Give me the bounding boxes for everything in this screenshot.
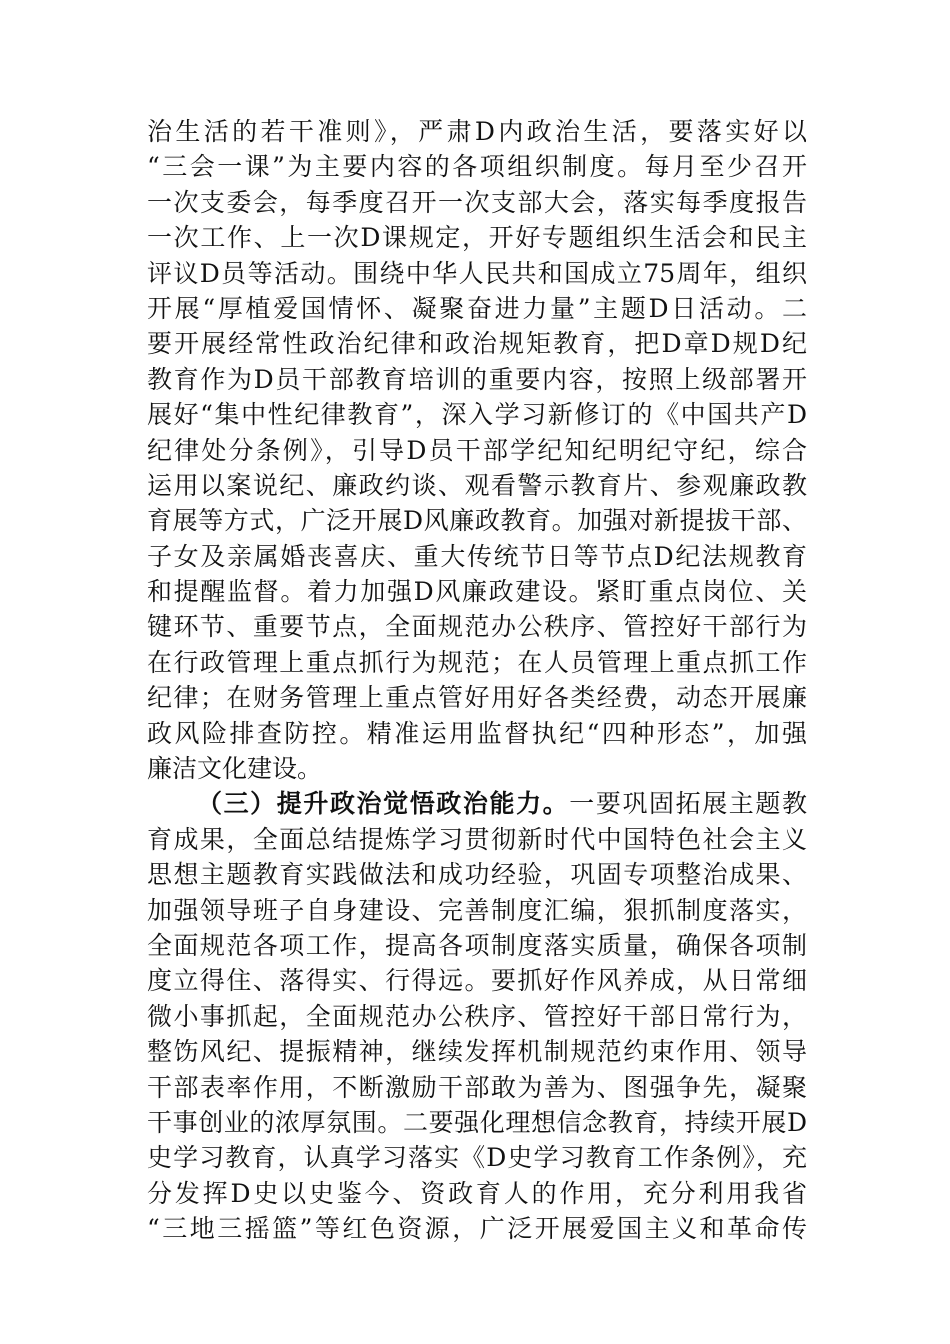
section-3-line: 干事创业的浓厚氛围。二要强化理想信念教育，持续开展D (147, 1107, 807, 1137)
body-line: 要开展经常性政治纪律和政治规矩教育，把D章D规D纪 (147, 329, 807, 359)
body-line: 和提醒监督。着力加强D风廉政建设。紧盯重点岗位、关 (147, 577, 807, 607)
section-3-line: 思想主题教育实践做法和成功经验，巩固专项整治成果、 (147, 860, 807, 890)
section-3-first-line (147, 786, 807, 821)
body-line: 纪律处分条例》，引导D员干部学纪知纪明纪守纪，综合 (147, 435, 807, 465)
section-3-line: 史学习教育，认真学习落实《D史学习教育工作条例》，充 (147, 1143, 807, 1173)
body-line: 一次支委会，每季度召开一次支部大会，落实每季度报告 (147, 187, 807, 217)
section-3-line: 育成果，全面总结提炼学习贯彻新时代中国特色社会主义 (147, 824, 807, 854)
body-line: 治生活的若干准则》，严肃D内政治生活，要落实好以 (147, 117, 807, 146)
section-3-line: 度立得住、落得实、行得远。要抓好作风养成，从日常细 (147, 966, 807, 996)
section-3-line: 分发挥D史以史鉴今、资政育人的作用，充分利用我省 (147, 1178, 807, 1208)
section-3-line: 加强领导班子自身建设、完善制度汇编，狠抓制度落实， (147, 895, 807, 925)
body-line: 子女及亲属婚丧喜庆、重大传统节日等节点D纪法规教育 (147, 541, 807, 571)
body-line: “三会一课”为主要内容的各项组织制度。每月至少召开 (147, 152, 807, 182)
body-line: 在行政管理上重点抓行为规范；在人员管理上重点抓工作 (147, 647, 807, 677)
body-line: 育展等方式，广泛开展D风廉政教育。加强对新提拔干部、 (147, 506, 807, 536)
body-line: 教育作为D员干部教育培训的重要内容，按照上级部署开 (147, 364, 807, 394)
section-3-line: “三地三摇篮”等红色资源，广泛开展爱国主义和革命传 (147, 1214, 807, 1244)
section-3-line: 微小事抓起，全面规范办公秩序、管控好干部日常行为， (147, 1001, 807, 1031)
section-3-line: 全面规范各项工作，提高各项制度落实质量，确保各项制 (147, 930, 807, 960)
section-3-heading: （三）提升政治觉悟政治能力。 (197, 789, 570, 819)
body-line: 一次工作、上一次D课规定，开好专题组织生活会和民主 (147, 223, 807, 253)
body-line: 键环节、重要节点，全面规范办公秩序、管控好干部行为 (147, 612, 807, 642)
section-3-first-line-text: 一要巩固拓展主题教 (569, 789, 807, 819)
body-line: 运用以案说纪、廉政约谈、观看警示教育片、参观廉政教 (147, 470, 807, 500)
body-line: 廉洁文化建设。 (147, 754, 323, 784)
body-line: 政风险排查防控。精准运用监督执纪“四种形态”，加强 (147, 718, 807, 748)
body-line: 纪律；在财务管理上重点管好用好各类经费，动态开展廉 (147, 683, 807, 713)
section-3-line: 整饬风纪、提振精神，继续发挥机制规范约束作用、领导 (147, 1037, 807, 1067)
section-3-line: 干部表率作用，不断激励干部敢为善为、图强争先，凝聚 (147, 1072, 807, 1102)
document-body (147, 114, 807, 1247)
body-line: 展好“集中性纪律教育”，深入学习新修订的《中国共产D (147, 400, 807, 430)
body-line: 评议D员等活动。围绕中华人民共和国成立75周年，组织 (147, 258, 807, 288)
body-line: 开展“厚植爱国情怀、凝聚奋进力量”主题D日活动。二 (147, 293, 807, 323)
